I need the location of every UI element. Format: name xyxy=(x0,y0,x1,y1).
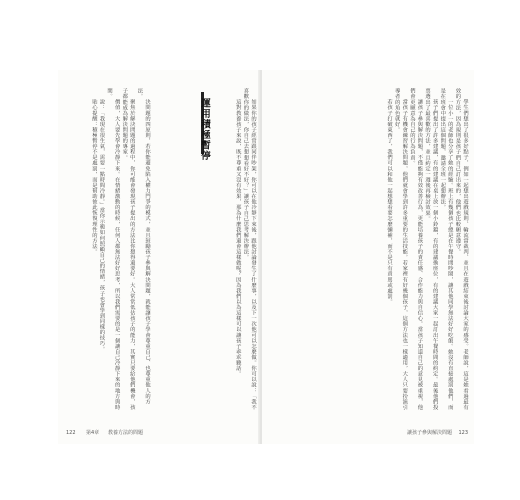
paragraph: 決問題的四原則，若你能避免陷入權力鬥爭的模式，並且鼓勵孩子參與解決問題，就能讓孩子學會尊重自己、也尊重他人的方法。 xyxy=(136,88,150,404)
paragraph: 一位小一的老師也分享了她的經驗。班上有幾個孩子總是在午餐時間吵鬧，讓其他同學無法好好吃飯。她沒有直接處罰他們，而是在班會中提出這個問題，邀請全班一起想辦法。 xyxy=(439,88,453,410)
section-heading-block xyxy=(192,92,214,212)
paragraph: 孩子們提出了許多建議，有的建議在桌上放一個小鈴鐺，有的建議換座位，有的建議大家一起訂出午餐時間的約定。最後他們投票選出了最喜歡的方法，並且約定一週後再檢討效果。 xyxy=(424,88,438,410)
paragraph: 說：「我現在很生氣，需要一點時間冷靜。」當你示範如何照顧自己的情緒，孩子也會學到同樣的技巧。 xyxy=(98,98,105,352)
paragraph: 價值，大人要先學會冷靜下來。在情緒激動的時候，任何人都無法好好思考，所以我們需要的是一個讓自己冷靜下來的地方與時間。 xyxy=(106,88,120,410)
page-number: 122 xyxy=(66,430,76,436)
paragraph: 當孩子有機會練習解決問題，他們就會學到許多重要的生活技能。若家裡有好幾個孩子，這個方法也一樣適用，大人只要扮演引導者的角色就好。 xyxy=(393,88,408,410)
left-page xyxy=(58,70,260,444)
paragraph: 聚焦於解決問題的過程中，你可能會發現孩子提出的方法比你想得還要好。大人常常低估孩子的能力，其實只要給他們機會，孩子都能成為解決問題的專家。 xyxy=(121,88,135,410)
paragraph: 貼心提醒：積極暫停不是處罰，而是幫助彼此恢復理性的方法。 xyxy=(90,98,97,254)
running-head: 讓孩子參與解決問題 xyxy=(406,430,452,436)
paragraph: 讓孩子參與解決問題，不僅能夠有效改善行為，更能培養孩子的責任感、合作能力與自信心。當孩子知道自己的意見被重視，他們會更願意為自己的行為負責。 xyxy=(408,88,423,410)
chapter-label: 第4章 xyxy=(86,430,100,436)
paragraph: 學生們想出了很多好點子，例如一起想出遊戲規則、輪流當裁判、並且在遊戲結束後討論大家的感受。老師說，這是她看過最有效的方法，因為規則是孩子們自己訂出來的，他們也比較願意遵守。 xyxy=(454,88,468,410)
right-text-column xyxy=(274,88,468,413)
left-text-column-b xyxy=(68,88,150,413)
section-heading: 運用積極暫停 xyxy=(199,98,210,161)
right-page xyxy=(262,70,474,444)
paragraph: 這對教養孩子來說，既不尊重又沒有效果，那為什麼我們還會這樣做呢？因為我們以為這樣可以讓孩子乖乖聽話。 xyxy=(234,98,241,377)
paragraph: 如果你的孩子經常跟同伴吵架，你可以在他冷靜下來後，跟他討論發生了什麼事，以及下一次他可以怎麼做。你可以說：「我不喜歡你的做法，你自己去想想看好不好？」讓孩子自己思考解決辦法。 xyxy=(242,88,256,410)
paragraph: 若孩子打破東西了，我們可以和他一起想想看要怎麼彌補，而不是只有責罵或處罰。 xyxy=(386,98,393,304)
running-head: 教養方法的問題 xyxy=(108,430,144,436)
page-number: 123 xyxy=(458,430,468,436)
